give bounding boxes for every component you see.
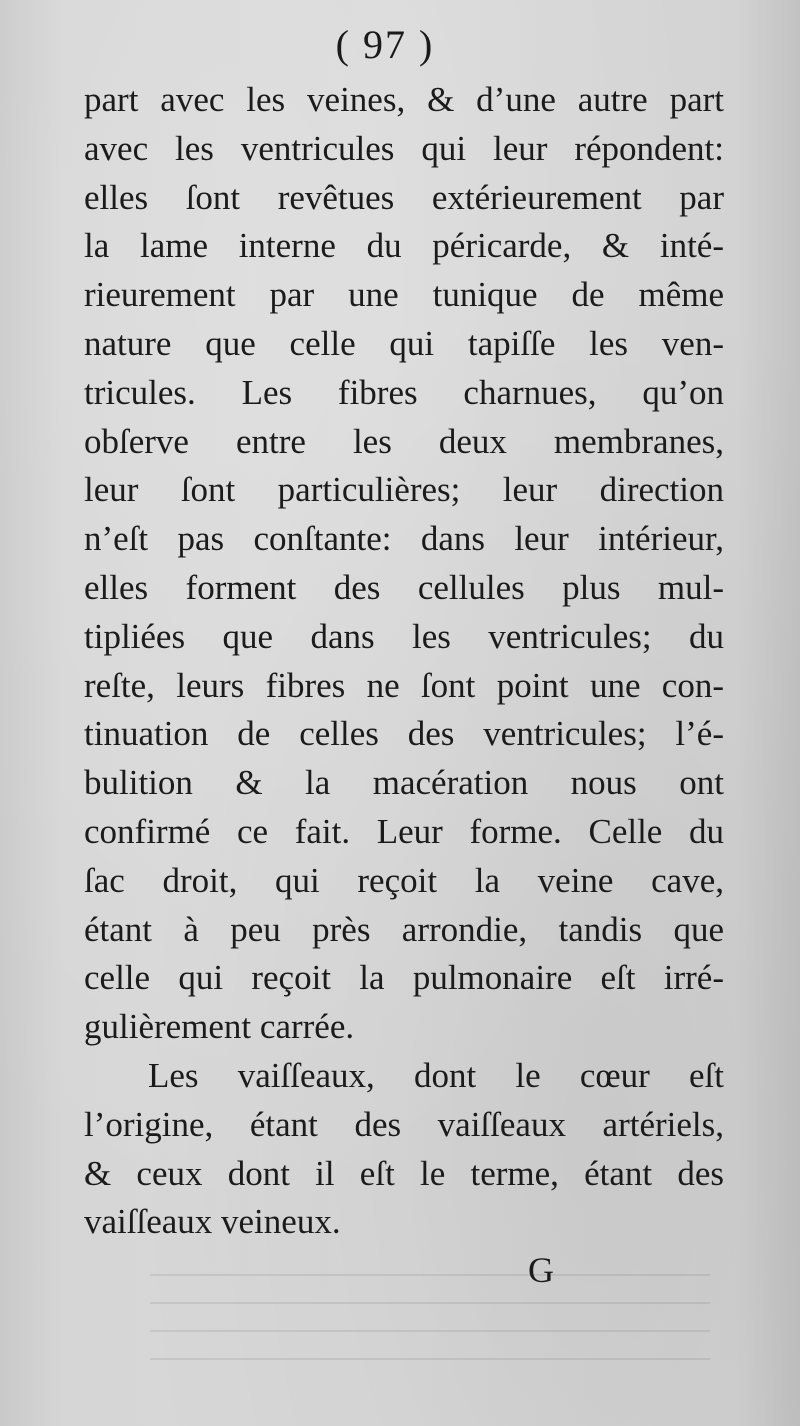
- text-line: l’origine, étant des vaiſſeaux artériels,: [84, 1104, 724, 1144]
- text-line: n’eſt pas conſtante: dans leur intérieur,: [84, 519, 724, 559]
- text-line: étant à peu près arrondie, tandis que: [84, 909, 724, 949]
- text-line: tinuation de celles des ventricules; l’é-: [84, 714, 724, 754]
- page-number: ( 97 ): [335, 22, 435, 67]
- signature-mark: G: [528, 1250, 554, 1290]
- text-line: reſte, leurs fibres ne ſont point une con-: [84, 665, 724, 705]
- paragraph-end-line: gulièrement carrée.: [84, 1007, 355, 1047]
- text-line: nature que celle qui tapiſſe les ven-: [84, 323, 724, 363]
- text-line: avec les ventricules qui leur répondent:: [84, 128, 724, 168]
- text-line: elles ſont revêtues extérieurement par: [84, 177, 724, 217]
- text-line: tricules. Les fibres charnues, qu’on: [84, 372, 724, 412]
- text-line: bulition & la macération nous ont: [84, 763, 724, 803]
- show-through-texture: [150, 1270, 710, 1360]
- text-line: ſac droit, qui reçoit la veine cave,: [84, 860, 724, 900]
- text-line: leur ſont particulières; leur direction: [84, 470, 724, 510]
- text-line: obſerve entre les deux membranes,: [84, 421, 724, 461]
- text-line: & ceux dont il eſt le terme, étant des: [84, 1153, 724, 1193]
- text-line: rieurement par une tunique de même: [84, 275, 724, 315]
- body-text: [84, 76, 724, 1247]
- paragraph-start-line: Les vaiſſeaux, dont le cœur eſt: [148, 1055, 724, 1095]
- text-line: la lame interne du péricarde, & inté-: [84, 226, 724, 266]
- text-line: celle qui reçoit la pulmonaire eſt irré-: [84, 958, 724, 998]
- paragraph-end-line: vaiſſeaux veineux.: [84, 1202, 341, 1242]
- text-line: confirmé ce fait. Leur forme. Celle du: [84, 811, 724, 851]
- text-line: part avec les veines, & d’une autre part: [84, 80, 724, 119]
- text-line: tipliées que dans les ventricules; du: [84, 616, 724, 656]
- text-line: elles forment des cellules plus mul-: [84, 567, 724, 607]
